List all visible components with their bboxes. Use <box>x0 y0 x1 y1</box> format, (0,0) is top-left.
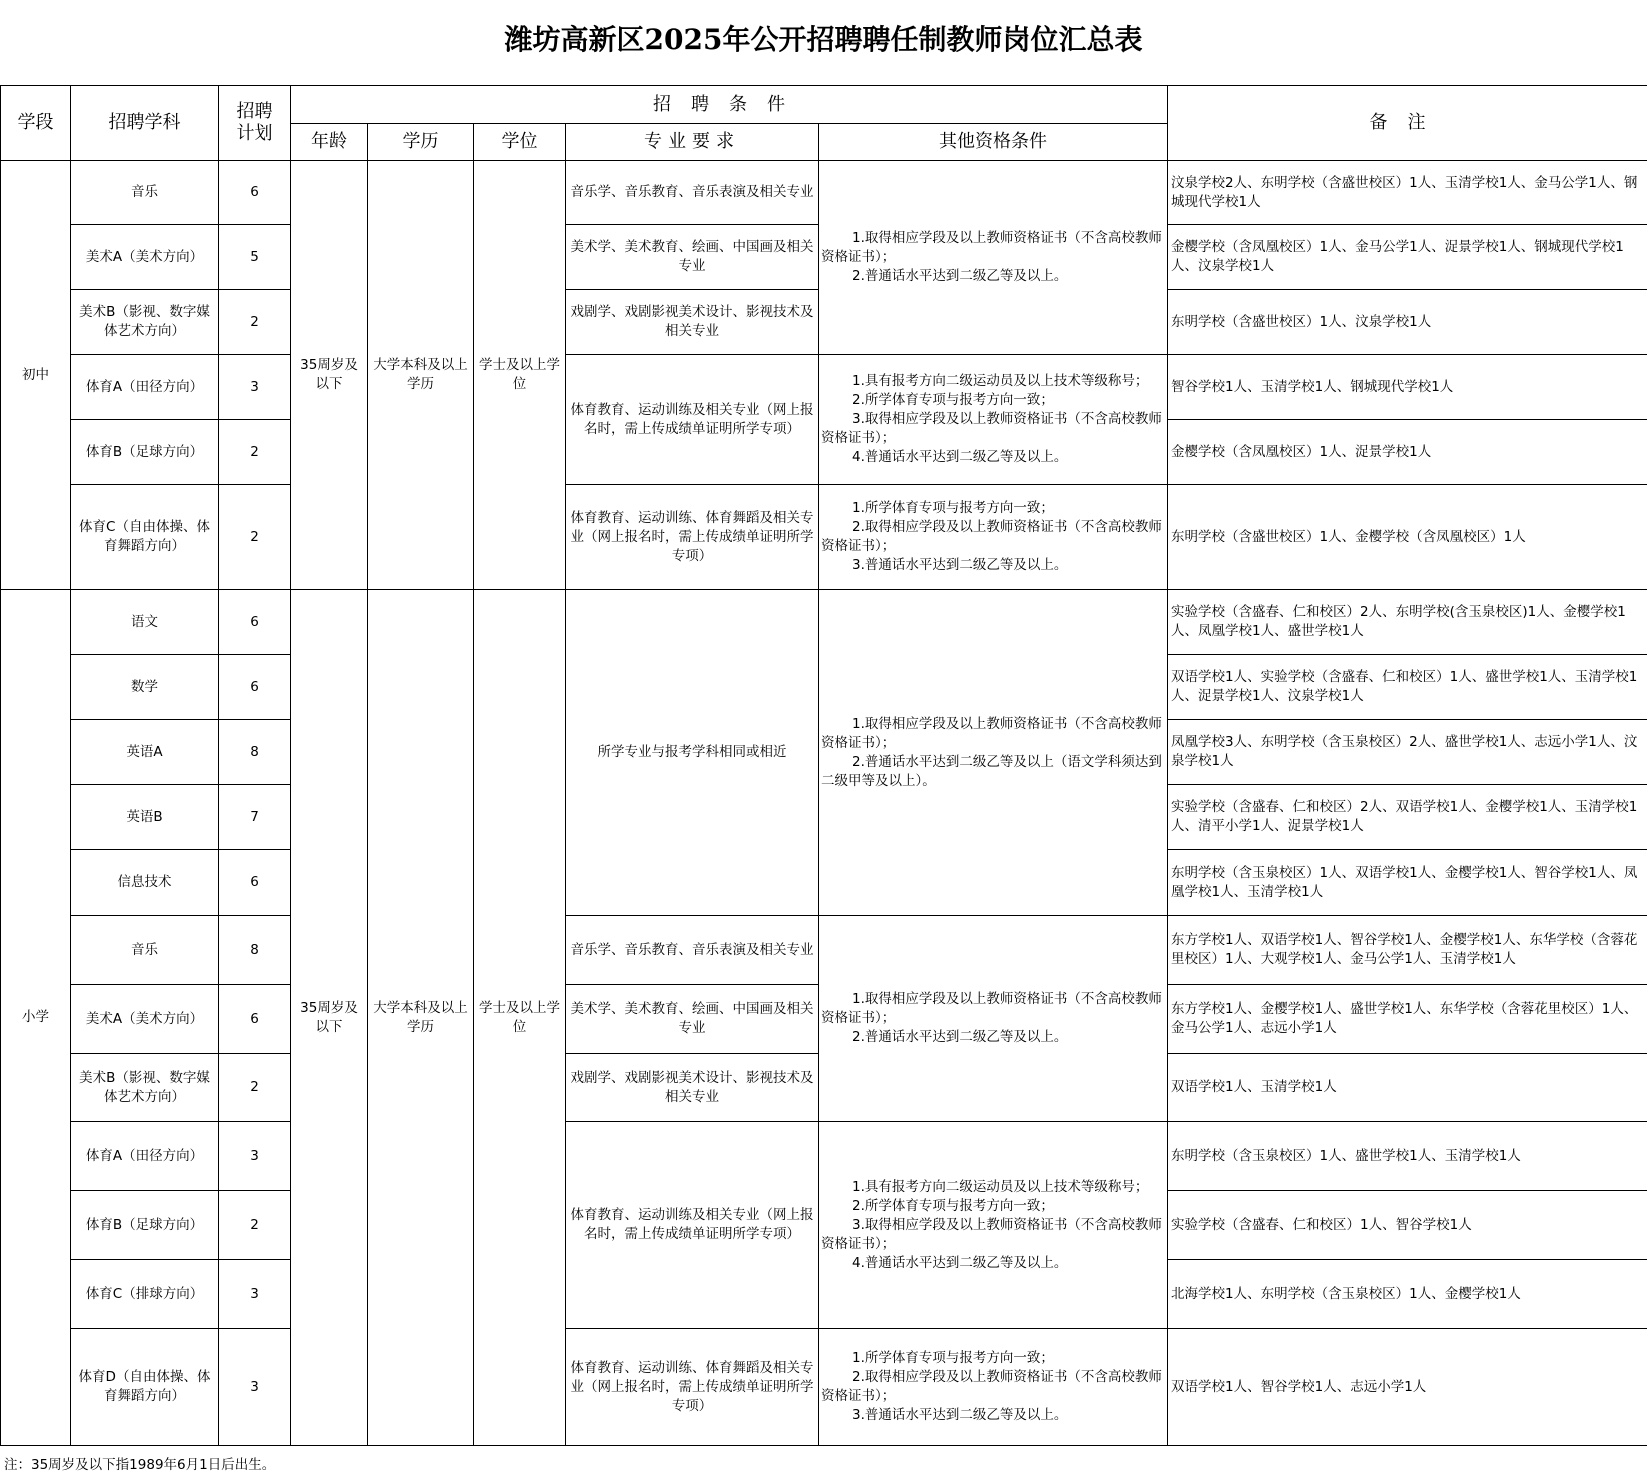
subject-cell: 数学 <box>71 655 219 720</box>
qualification-item: 2.普通话水平达到二级乙等及以上。 <box>852 1029 1068 1045</box>
qualification-item: 4.普通话水平达到二级乙等及以上。 <box>852 1254 1068 1271</box>
remarks-cell: 实验学校（含盛春、仁和校区）1人、智谷学校1人 <box>1168 1191 1647 1260</box>
table-row <box>1 590 1647 655</box>
qualification-item: 2.所学体育专项与报考方向一致； <box>852 392 1054 408</box>
table-row <box>1 161 1647 225</box>
subject-cell: 体育B（足球方向） <box>71 1191 219 1260</box>
age-cell: 35周岁及以下 <box>291 590 368 1446</box>
qualification-item: 1.所学体育专项与报考方向一致； <box>852 1350 1054 1366</box>
education-cell: 大学本科及以上学历 <box>368 161 474 590</box>
qualification-item: 2.普通话水平达到二级乙等及以上。 <box>852 268 1068 284</box>
qualification-item: 1.具有报考方向二级运动员及以上技术等级称号； <box>852 373 1149 389</box>
education-cell: 大学本科及以上学历 <box>368 590 474 1446</box>
qualification-item: 3.取得相应学段及以上教师资格证书（不含高校教师资格证书）； <box>821 1216 1162 1252</box>
major-requirement-cell: 体育教育、运动训练及相关专业（网上报名时，需上传成绩单证明所学专项） <box>566 355 819 485</box>
plan-cell: 6 <box>219 655 291 720</box>
remarks-cell: 凤凰学校3人、东明学校（含玉泉校区）2人、盛世学校1人、志远小学1人、汶泉学校1人 <box>1168 720 1647 785</box>
remarks-cell: 东明学校（含玉泉校区）1人、双语学校1人、金樱学校1人、智谷学校1人、凤凰学校1人、玉清学校1人 <box>1168 850 1647 916</box>
plan-cell: 7 <box>219 785 291 850</box>
other-qualifications-cell <box>819 1329 1168 1446</box>
qualification-item: 2.取得相应学段及以上教师资格证书（不含高校教师资格证书）； <box>821 519 1162 554</box>
header-major: 专业要求 <box>566 124 819 161</box>
degree-cell: 学士及以上学位 <box>474 590 566 1446</box>
table-row <box>1 1122 1647 1191</box>
other-qualifications-cell <box>819 485 1168 590</box>
remarks-cell: 双语学校1人、玉清学校1人 <box>1168 1054 1647 1122</box>
table-row <box>1 1329 1647 1446</box>
qualification-item: 1.所学体育专项与报考方向一致； <box>852 500 1054 516</box>
plan-cell: 3 <box>219 355 291 420</box>
qualification-item: 3.普通话水平达到二级乙等及以上。 <box>852 557 1068 573</box>
remarks-cell: 双语学校1人、实验学校（含盛春、仁和校区）1人、盛世学校1人、玉清学校1人、浞景学校1人、汶泉学校1人 <box>1168 655 1647 720</box>
subject-cell: 英语B <box>71 785 219 850</box>
subject-cell: 美术B（影视、数字媒体艺术方向） <box>71 290 219 355</box>
subject-cell: 英语A <box>71 720 219 785</box>
plan-cell: 5 <box>219 225 291 290</box>
table-row <box>1 355 1647 420</box>
qualification-item: 3.普通话水平达到二级乙等及以上。 <box>852 1407 1068 1423</box>
stage-cell: 小学 <box>1 590 71 1446</box>
other-qualifications-cell <box>819 590 1168 916</box>
plan-cell: 2 <box>219 1191 291 1260</box>
table-body <box>1 161 1647 1446</box>
plan-cell: 8 <box>219 720 291 785</box>
header-age: 年龄 <box>291 124 368 161</box>
plan-cell: 6 <box>219 161 291 225</box>
remarks-cell: 金樱学校（含凤凰校区）1人、浞景学校1人 <box>1168 420 1647 485</box>
qualification-item: 3.取得相应学段及以上教师资格证书（不含高校教师资格证书）； <box>821 411 1162 446</box>
subject-cell: 体育C（排球方向） <box>71 1260 219 1329</box>
subject-cell: 体育A（田径方向） <box>71 355 219 420</box>
plan-cell: 2 <box>219 290 291 355</box>
subject-cell: 美术A（美术方向） <box>71 225 219 290</box>
header-education: 学历 <box>368 124 474 161</box>
plan-cell: 6 <box>219 590 291 655</box>
degree-cell: 学士及以上学位 <box>474 161 566 590</box>
remarks-cell: 智谷学校1人、玉清学校1人、钢城现代学校1人 <box>1168 355 1647 420</box>
major-requirement-cell: 所学专业与报考学科相同或相近 <box>566 590 819 916</box>
other-qualifications-cell <box>819 1122 1168 1329</box>
subject-cell: 体育A（田径方向） <box>71 1122 219 1191</box>
stage-cell: 初中 <box>1 161 71 590</box>
subject-cell: 体育D（自由体操、体育舞蹈方向） <box>71 1329 219 1446</box>
plan-cell: 2 <box>219 485 291 590</box>
qualification-item: 1.具有报考方向二级运动员及以上技术等级称号； <box>852 1178 1149 1195</box>
header-degree: 学位 <box>474 124 566 161</box>
major-requirement-cell: 体育教育、运动训练及相关专业（网上报名时，需上传成绩单证明所学专项） <box>566 1122 819 1329</box>
subject-cell: 体育B（足球方向） <box>71 420 219 485</box>
qualification-item: 1.取得相应学段及以上教师资格证书（不含高校教师资格证书）； <box>821 991 1162 1026</box>
subject-cell: 体育C（自由体操、体育舞蹈方向） <box>71 485 219 590</box>
remarks-cell: 金樱学校（含凤凰校区）1人、金马公学1人、浞景学校1人、钢城现代学校1人、汶泉学校1人 <box>1168 225 1647 290</box>
remarks-cell: 东明学校（含盛世校区）1人、金樱学校（含凤凰校区）1人 <box>1168 485 1647 590</box>
qualification-item: 1.取得相应学段及以上教师资格证书（不含高校教师资格证书）； <box>821 230 1162 265</box>
remarks-cell: 实验学校（含盛春、仁和校区）2人、双语学校1人、金樱学校1人、玉清学校1人、清平小学1人、浞景学校1人 <box>1168 785 1647 850</box>
header-plan: 招聘计划 <box>219 86 291 161</box>
plan-cell: 3 <box>219 1260 291 1329</box>
header-subject: 招聘学科 <box>71 86 219 161</box>
major-requirement-cell: 美术学、美术教育、绘画、中国画及相关专业 <box>566 985 819 1054</box>
major-requirement-cell: 美术学、美术教育、绘画、中国画及相关专业 <box>566 225 819 290</box>
plan-cell: 3 <box>219 1329 291 1446</box>
plan-cell: 2 <box>219 1054 291 1122</box>
remarks-cell: 汶泉学校2人、东明学校（含盛世校区）1人、玉清学校1人、金马公学1人、钢城现代学校1人 <box>1168 161 1647 225</box>
remarks-cell: 东方学校1人、金樱学校1人、盛世学校1人、东华学校（含蓉花里校区）1人、金马公学1人、志远小学1人 <box>1168 985 1647 1054</box>
remarks-cell: 东方学校1人、双语学校1人、智谷学校1人、金樱学校1人、东华学校（含蓉花里校区）1人、大观学校1人、金马公学1人、玉清学校1人 <box>1168 916 1647 985</box>
subject-cell: 音乐 <box>71 161 219 225</box>
header-conditions: 招聘条件 <box>291 86 1168 124</box>
header-other: 其他资格条件 <box>819 124 1168 161</box>
subject-cell: 语文 <box>71 590 219 655</box>
subject-cell: 音乐 <box>71 916 219 985</box>
table-row <box>1 916 1647 985</box>
other-qualifications-cell <box>819 355 1168 485</box>
major-requirement-cell: 音乐学、音乐教育、音乐表演及相关专业 <box>566 916 819 985</box>
plan-cell: 6 <box>219 850 291 916</box>
remarks-cell: 东明学校（含盛世校区）1人、汶泉学校1人 <box>1168 290 1647 355</box>
plan-cell: 2 <box>219 420 291 485</box>
subject-cell: 信息技术 <box>71 850 219 916</box>
major-requirement-cell: 体育教育、运动训练、体育舞蹈及相关专业（网上报名时，需上传成绩单证明所学专项） <box>566 1329 819 1446</box>
header-remarks: 备注 <box>1168 86 1647 161</box>
major-requirement-cell: 音乐学、音乐教育、音乐表演及相关专业 <box>566 161 819 225</box>
remarks-cell: 东明学校（含玉泉校区）1人、盛世学校1人、玉清学校1人 <box>1168 1122 1647 1191</box>
subject-cell: 美术B（影视、数字媒体艺术方向） <box>71 1054 219 1122</box>
major-requirement-cell: 戏剧学、戏剧影视美术设计、影视技术及相关专业 <box>566 290 819 355</box>
remarks-cell: 北海学校1人、东明学校（含玉泉校区）1人、金樱学校1人 <box>1168 1260 1647 1329</box>
major-requirement-cell: 体育教育、运动训练、体育舞蹈及相关专业（网上报名时，需上传成绩单证明所学专项） <box>566 485 819 590</box>
footnote: 注：35周岁及以下指1989年6月1日后出生。 <box>4 1457 276 1473</box>
age-cell: 35周岁及以下 <box>291 161 368 590</box>
remarks-cell: 双语学校1人、智谷学校1人、志远小学1人 <box>1168 1329 1647 1446</box>
qualification-item: 4.普通话水平达到二级乙等及以上。 <box>852 449 1068 465</box>
header-stage: 学段 <box>1 86 71 161</box>
qualification-item: 2.取得相应学段及以上教师资格证书（不含高校教师资格证书）； <box>821 1369 1162 1404</box>
table-row <box>1 485 1647 590</box>
other-qualifications-cell <box>819 916 1168 1122</box>
remarks-cell: 实验学校（含盛春、仁和校区）2人、东明学校(含玉泉校区)1人、金樱学校1人、凤凰学校1人、盛世学校1人 <box>1168 590 1647 655</box>
other-qualifications-cell <box>819 161 1168 355</box>
plan-cell: 6 <box>219 985 291 1054</box>
plan-cell: 8 <box>219 916 291 985</box>
page-title: 潍坊高新区2025年公开招聘聘任制教师岗位汇总表 <box>504 23 1143 56</box>
plan-cell: 3 <box>219 1122 291 1191</box>
qualification-item: 2.普通话水平达到二级乙等及以上（语文学科须达到二级甲等及以上）。 <box>821 753 1162 789</box>
qualification-item: 2.所学体育专项与报考方向一致； <box>852 1197 1054 1214</box>
qualification-item: 1.取得相应学段及以上教师资格证书（不含高校教师资格证书）； <box>821 715 1162 751</box>
major-requirement-cell: 戏剧学、戏剧影视美术设计、影视技术及相关专业 <box>566 1054 819 1122</box>
subject-cell: 美术A（美术方向） <box>71 985 219 1054</box>
recruitment-table <box>0 85 1647 1446</box>
